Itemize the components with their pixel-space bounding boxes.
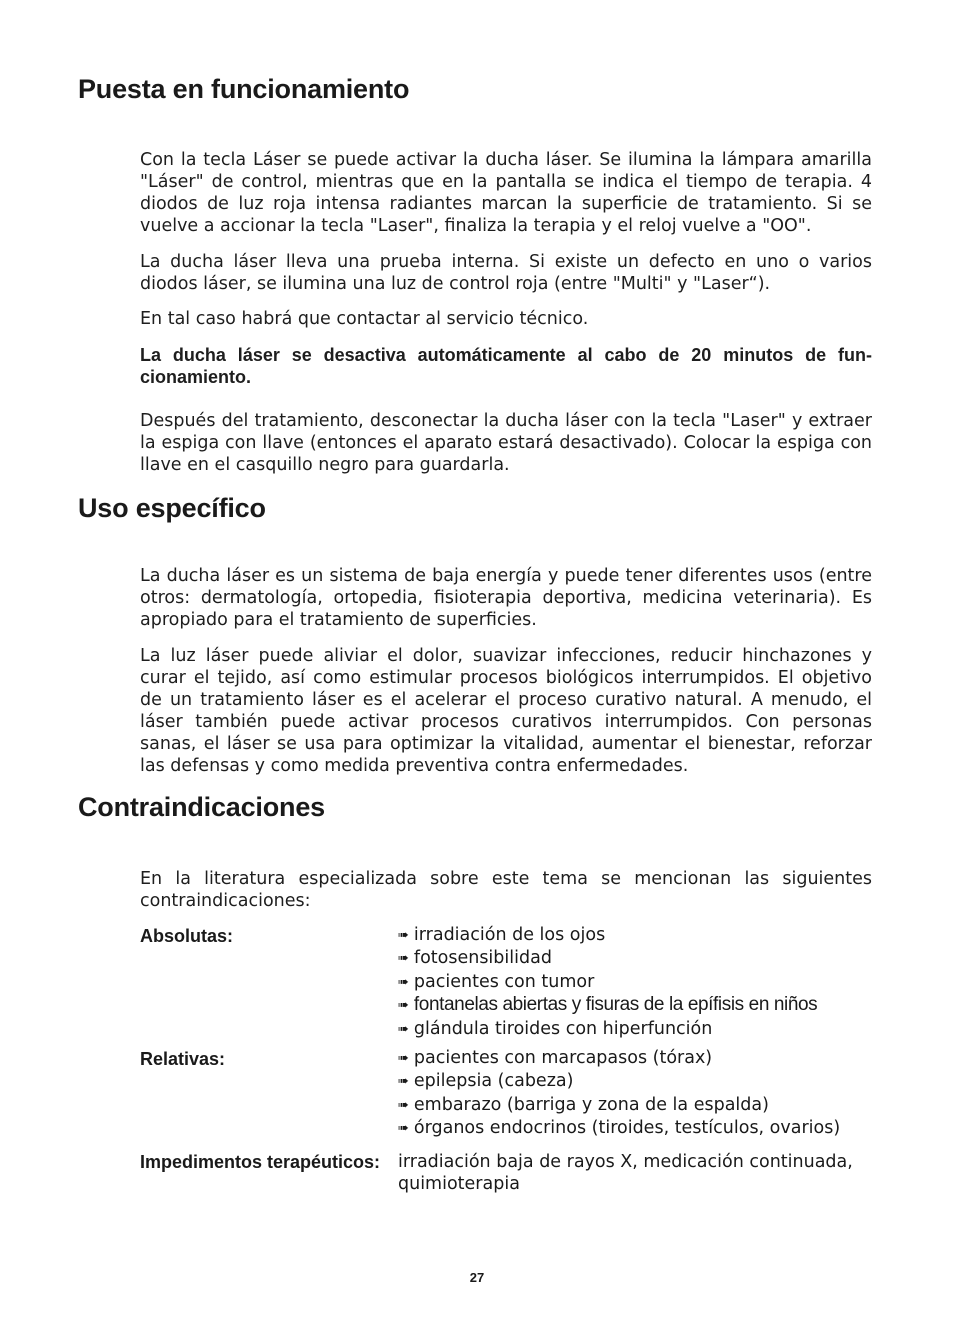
list-item: ➠ irradiación de los ojos (398, 924, 817, 947)
impedimentos-text: irradiación baja de rayos X, medicación continuada, quimioterapia (398, 1152, 853, 1194)
list-item: ➠ fontanelas abiertas y fisuras de la epífisis en niños (398, 994, 817, 1017)
list-item: ➠ embarazo (barriga y zona de la espalda) (398, 1094, 840, 1117)
arrow-right-icon: ➠ (398, 1121, 409, 1137)
list-item: ➠ pacientes con marcapasos (tórax) (398, 1047, 840, 1070)
arrow-right-icon: ➠ (398, 951, 409, 967)
paragraph-puesta-3: En tal caso habrá que contactar al servicio técnico. (140, 309, 589, 329)
paragraph-puesta-warning: La ducha láser se desactiva automáticamente al cabo de 20 minutos de fun-cionamiento. (140, 345, 872, 387)
paragraph-contra-intro: En la literatura especializada sobre este tema se mencionan las siguientes contraindicaciones: (140, 869, 872, 911)
list-item: ➠ fotosensibilidad (398, 947, 817, 970)
label-absolutas: Absolutas: (140, 926, 234, 946)
arrow-right-icon: ➠ (398, 1051, 409, 1066)
list-item: ➠ pacientes con tumor (398, 971, 817, 994)
paragraph-puesta-5: Después del tratamiento, desconectar la ducha láser con la tecla "Laser" y extraer la espiga con llave (entonces el aparato estará desactivado). Colocar la espiga con llave en el casquillo negro para guardarla. (140, 411, 872, 475)
arrow-right-icon: ➠ (398, 1074, 409, 1090)
list-item: ➠ glándula tiroides con hiperfunción (398, 1018, 817, 1041)
list-item: ➠ epilepsia (cabeza) (398, 1070, 840, 1093)
arrow-right-icon: ➠ (398, 998, 409, 1014)
list-relativas (398, 1047, 840, 1141)
arrow-right-icon: ➠ (398, 928, 409, 943)
paragraph-puesta-1: Con la tecla Láser se puede activar la ducha láser. Se ilumina la lámpara amarilla "Láser" de control, mientras que en la pantalla se indica el tiempo de terapia. 4 diodos de luz roja intensa radiantes marcan la superficie de tratamiento. Si se vuelve a accionar la tecla "Laser", finaliza la terapia y el reloj vuelve a "OO". (140, 150, 872, 236)
page-number: 27 (469, 1270, 485, 1285)
label-impedimentos: Impedimentos terapéuticos: (140, 1152, 381, 1172)
list-item: ➠ órganos endocrinos (tiroides, testículos, ovarios) (398, 1117, 840, 1140)
section-title-contra: Contraindicaciones (78, 792, 325, 822)
paragraph-uso-2: La luz láser puede aliviar el dolor, suavizar infecciones, reducir hinchazones y curar el tejido, así como estimular procesos biológicos interrumpidos. El objetivo de un tratamiento láser es el acelerar el proceso curativo natural. A menudo, el láser también puede activar procesos curativos interrumpidos. Con personas sanas, el láser se usa para optimizar la vitalidad, aumentar el bienestar, reforzar las defensas y como medida preventiva contra enfermedades. (140, 646, 872, 776)
section-title-puesta: Puesta en funcionamiento (78, 74, 410, 104)
list-absolutas (398, 924, 817, 1041)
label-relativas: Relativas: (140, 1049, 226, 1069)
arrow-right-icon: ➠ (398, 974, 409, 990)
arrow-right-icon: ➠ (398, 1097, 409, 1113)
paragraph-uso-1: La ducha láser es un sistema de baja energía y puede tener diferentes usos (entre otros: dermatología, ortopedia, fisioterapia deportiva, medicina veterinaria). Es apropiado para el tratamiento de superficies. (140, 566, 872, 630)
paragraph-puesta-2: La ducha láser lleva una prueba interna. Si existe un defecto en uno o varios diodos láser, se ilumina una luz de control roja (entre "Multi" y "Laser“). (140, 252, 872, 294)
arrow-right-icon: ➠ (398, 1021, 409, 1037)
section-title-uso: Uso específico (78, 493, 266, 523)
